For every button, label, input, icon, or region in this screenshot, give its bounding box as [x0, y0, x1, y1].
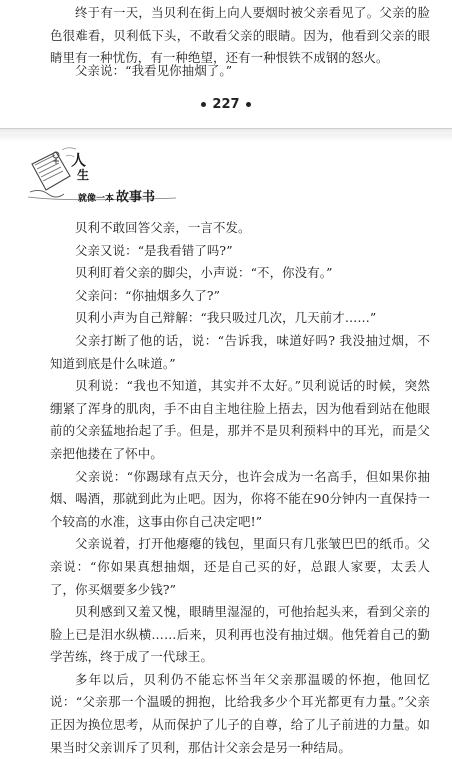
- top-paragraph-2: 父亲说：“我看见你抽烟了。”: [75, 63, 233, 78]
- body-paragraph-1: 贝利不敢回答父亲，一言不发。: [75, 220, 251, 235]
- page-number-dot-right: [246, 102, 251, 107]
- top-paragraph-1: 终于有一天，当贝利在街上向人要烟时被父亲看见了。父亲的脸色很难看，贝利低下头，不敢看父亲的眼睛。因为，他看到父亲的眼睛里有一种忧伤，有一种绝望，还有一种恨铁不成钢的怒火。: [50, 5, 430, 66]
- header-subtitle: [78, 186, 155, 205]
- body-paragraph-11: 多年以后，贝利仍不能忘怀当年父亲那温暖的怀抱，他回忆说：“父亲那一个温暖的拥抱，比给我多少个耳光都更有力量。”父亲正因为换位思考，从而保护了儿子的自尊，给了儿子前进的力量。如果当时父亲训斥了贝利，那估计父亲会是另一种结局。: [50, 671, 430, 755]
- body-paragraph-10: 贝利感到又羞又愧，眼睛里湿湿的，可他抬起头来，看到父亲的脸上已是泪水纵横……后来，贝利再也没有抽过烟。他凭着自己的勤学苦练，终于成了一代球王。: [50, 604, 430, 665]
- header-title-line1: 人: [71, 151, 87, 169]
- body-paragraph-2: 父亲又说：“是我看错了吗?”: [75, 242, 233, 258]
- body-paragraph-7: 贝利说：“我也不知道，其实并不太好。”贝利说话的时候，突然绷紧了浑身的肌肉，手不由自主地往脸上捂去，因为他看到站在他眼前的父亲猛地抬起了手。但是，那并不是贝利预料中的耳光，而是父亲把他搂在了怀中。: [50, 378, 430, 461]
- body-paragraph-3: 贝利盯着父亲的脚尖，小声说：“不，你没有。”: [75, 265, 333, 281]
- page-number-text: 227: [212, 96, 240, 112]
- page-number-dot-left: [201, 102, 206, 107]
- previous-page-bottom: [0, 0, 452, 128]
- header-subtitle-prefix: 就像一本: [78, 194, 115, 204]
- body-paragraph-5: 贝利小声为自己辩解：“我只吸过几次，几天前才……”: [75, 310, 377, 326]
- body-paragraph-6: 父亲打断了他的话，说：“告诉我，味道好吗? 我没抽过烟，不知道到底是什么味道。”: [50, 332, 430, 371]
- header-title-line2: 生: [77, 168, 90, 182]
- page-shadow: [0, 134, 452, 142]
- body-paragraph-8: 父亲说：“你踢球有点天分，也许会成为一名高手，但如果你抽烟、喝酒，那就到此为止吧。因为，你将不能在90分钟内一直保持一个较高的水准，这事由你自己决定吧!”: [50, 468, 430, 529]
- story-body: [50, 217, 430, 759]
- chapter-header-illustration: [26, 142, 182, 204]
- header-subtitle-title: 故事书: [116, 190, 156, 205]
- body-paragraph-4: 父亲问：“你抽烟多久了?”: [75, 287, 221, 303]
- body-paragraph-9: 父亲说着，打开他瘪瘪的钱包，里面只有几张皱巴巴的纸币。父亲说：“你如果真想抽烟，还是自己买的好，总跟人家要，太丢人了，你买烟要多少钱?”: [50, 536, 430, 597]
- page-number: [0, 94, 452, 114]
